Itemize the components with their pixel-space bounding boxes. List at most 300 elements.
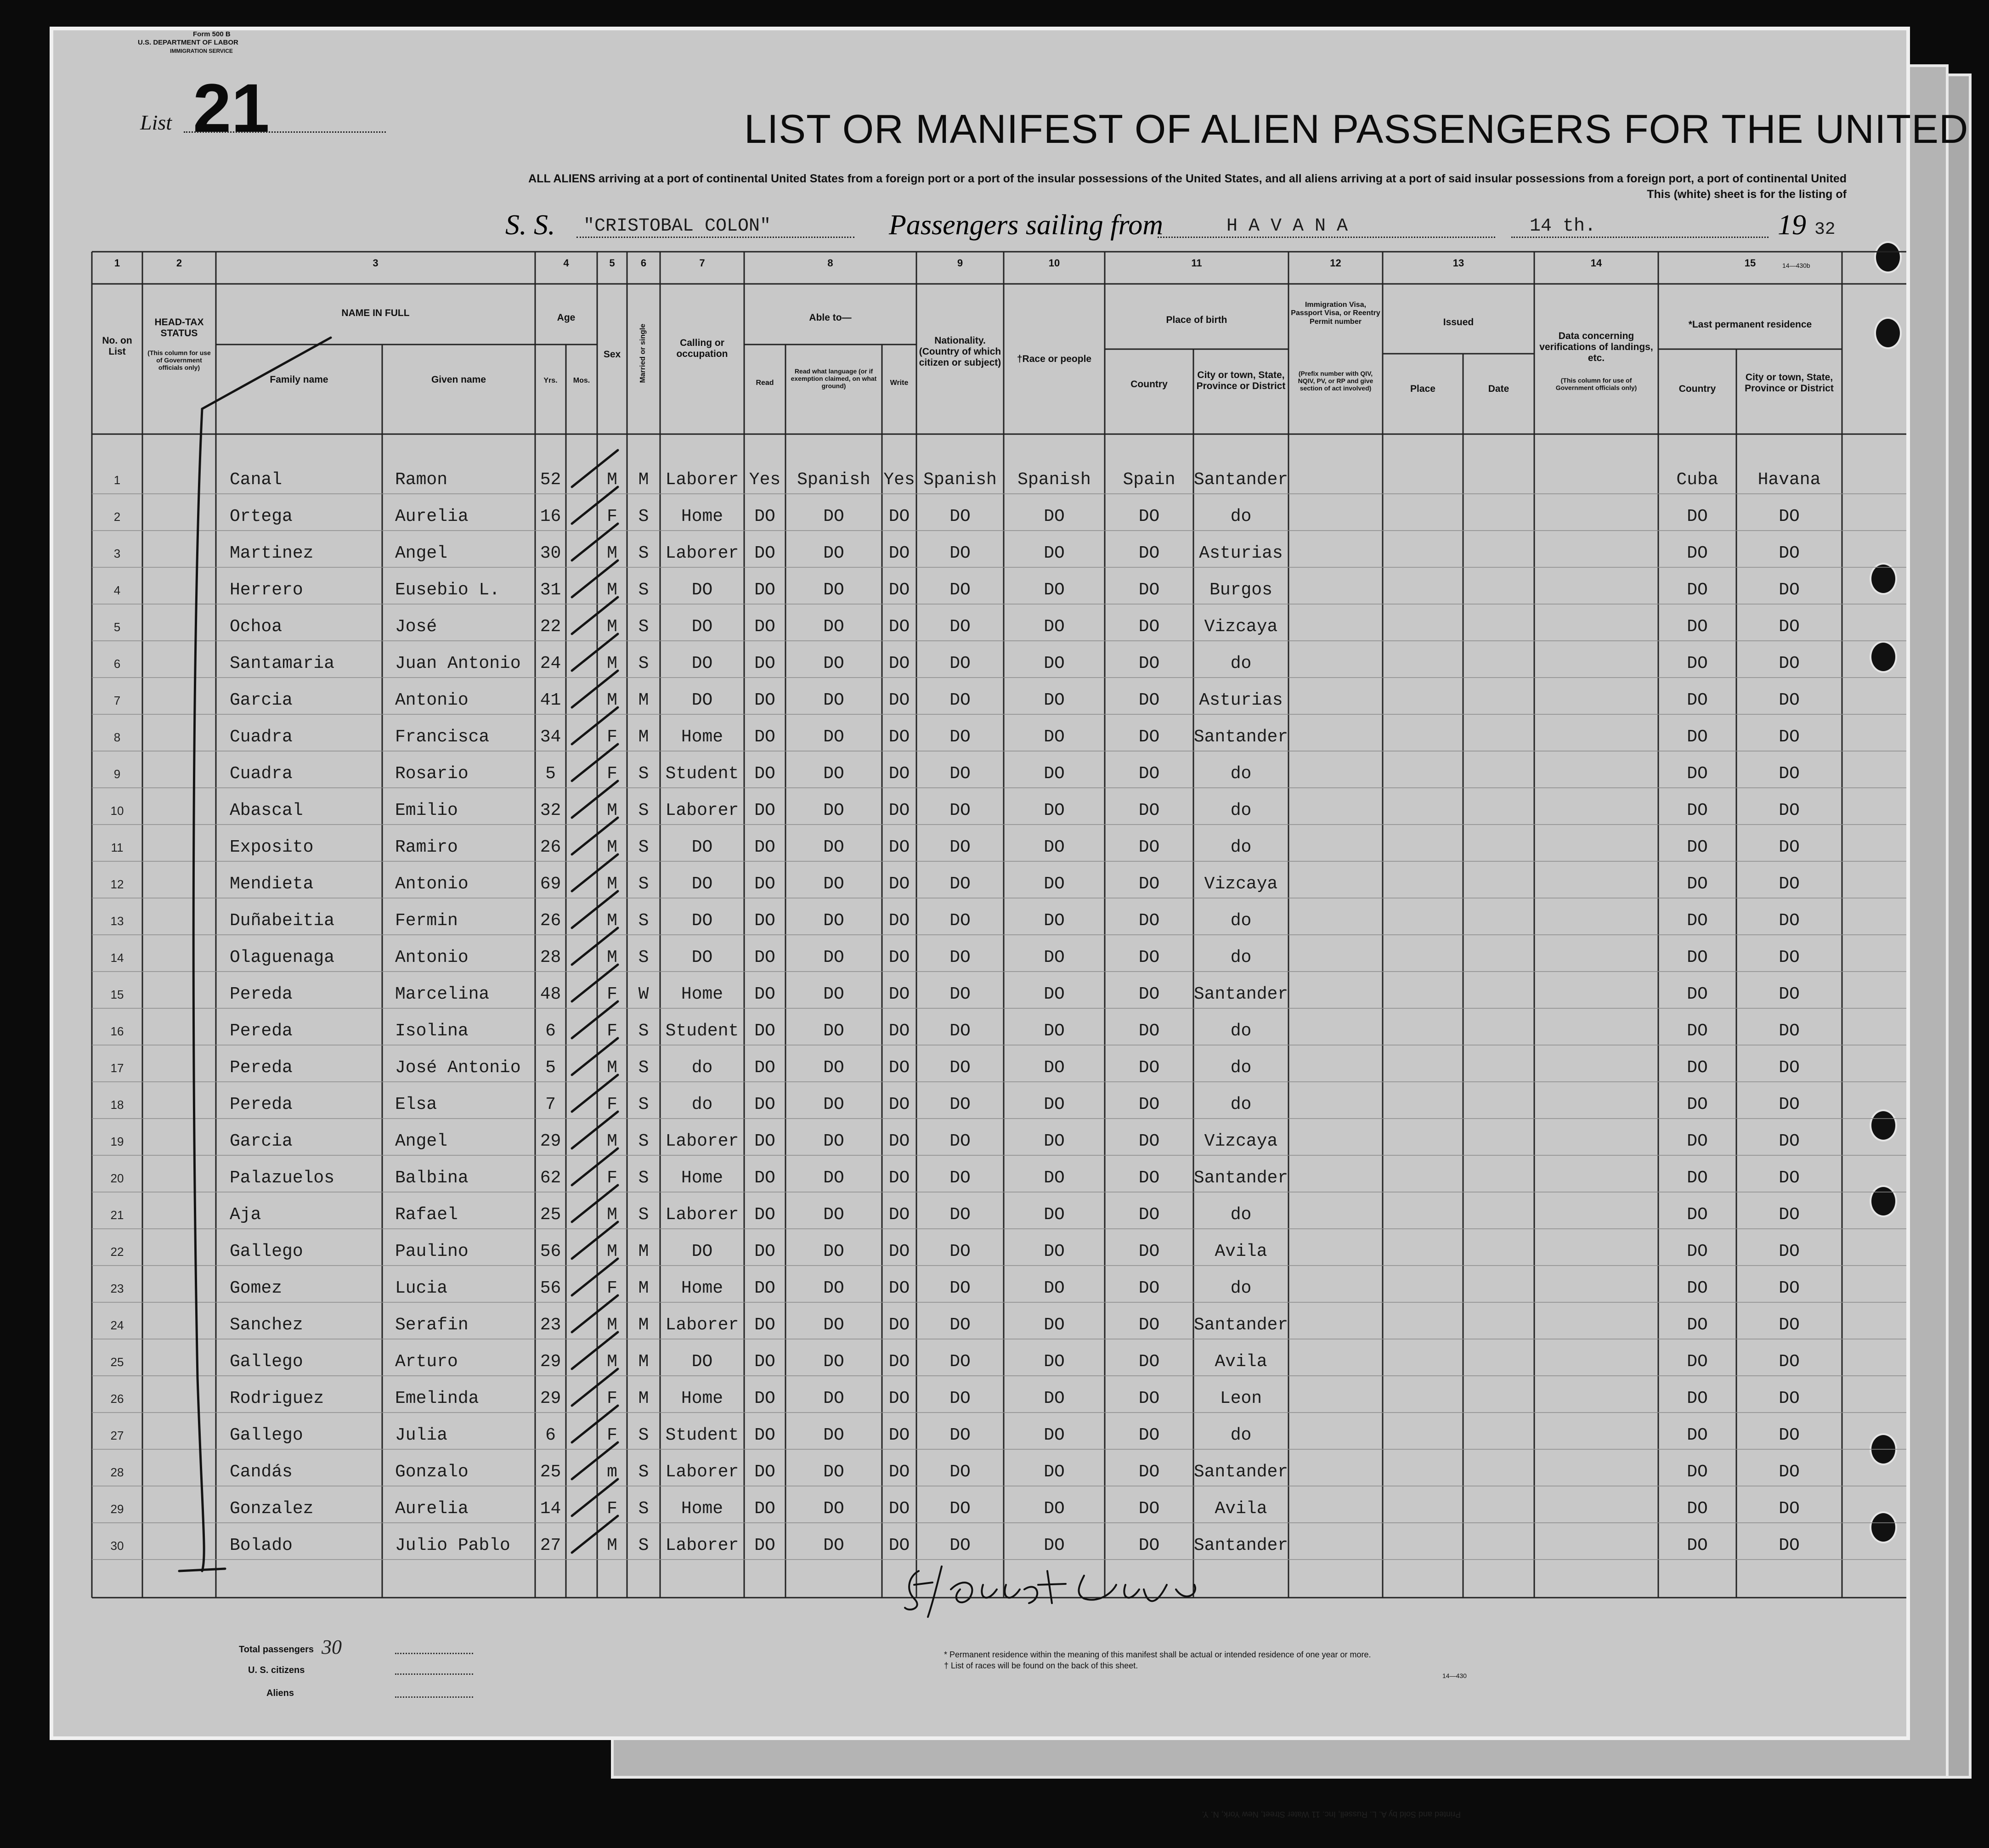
header-last-residence: *Last permanent residence <box>1688 319 1812 330</box>
cell-family: Pereda <box>230 1021 293 1041</box>
header-able-to: Able to— <box>809 312 852 323</box>
row-number: 27 <box>110 1429 124 1442</box>
cell-read: DO <box>754 690 775 710</box>
cell-lang: DO <box>823 1352 844 1372</box>
col-number-8: 8 <box>827 257 833 269</box>
sailing-day: 14 th. <box>1530 216 1596 237</box>
cell-lang: DO <box>823 617 844 637</box>
cell-bcity: do <box>1230 1425 1252 1445</box>
cell-rcity: DO <box>1779 1205 1800 1225</box>
cell-given: Isolina <box>395 1021 469 1041</box>
cell-yrs: 56 <box>540 1242 561 1261</box>
cell-write: DO <box>888 1058 910 1078</box>
cell-rcountry: DO <box>1687 1462 1708 1482</box>
cell-rcity: DO <box>1779 837 1800 857</box>
cell-rcountry: DO <box>1687 984 1708 1004</box>
cell-family: Canal <box>230 470 283 490</box>
cell-occ: Laborer <box>665 1462 739 1482</box>
cell-rcity: DO <box>1779 764 1800 784</box>
cell-family: Cuadra <box>230 727 293 747</box>
cell-read: DO <box>754 984 775 1004</box>
footnote-residence: * Permanent residence within the meaning of this manifest shall be actual or intended residence of one year or more. <box>944 1650 1371 1659</box>
cell-occ: DO <box>691 874 713 894</box>
row-number: 23 <box>110 1282 124 1295</box>
cell-ms: S <box>638 948 649 967</box>
binder-hole <box>1870 641 1897 673</box>
row-number: 13 <box>110 914 124 928</box>
cell-write: DO <box>888 727 910 747</box>
cell-rcountry: DO <box>1687 1425 1708 1445</box>
cell-rcountry: DO <box>1687 911 1708 931</box>
cell-nat: DO <box>949 1462 971 1482</box>
list-underline <box>184 131 386 133</box>
cell-rcity: DO <box>1779 617 1800 637</box>
header-married-single: Married or single <box>639 323 647 383</box>
cell-lang: DO <box>823 1462 844 1482</box>
ss-label: S. S. <box>505 209 555 241</box>
cell-yrs: 32 <box>540 801 561 820</box>
cell-nat: DO <box>949 1499 971 1519</box>
header-given-name: Given name <box>431 374 486 385</box>
cell-bcountry: DO <box>1138 617 1160 637</box>
cell-given: Julia <box>395 1425 448 1445</box>
cell-nat: DO <box>949 1168 971 1188</box>
cell-rcity: DO <box>1779 1499 1800 1519</box>
cell-write: DO <box>888 1278 910 1298</box>
row-number: 2 <box>113 510 121 524</box>
cell-given: Ramon <box>395 470 448 490</box>
cell-read: DO <box>754 911 775 931</box>
header-family-name: Family name <box>270 374 328 385</box>
col-number-7: 7 <box>699 257 705 269</box>
cell-rcity: DO <box>1779 580 1800 600</box>
cell-race: DO <box>1044 1462 1065 1482</box>
cell-occ: Laborer <box>665 801 739 820</box>
cell-given: Fermin <box>395 911 458 931</box>
cell-rcountry: DO <box>1687 1131 1708 1151</box>
cell-sex: F <box>607 1021 617 1041</box>
cell-lang: DO <box>823 1536 844 1555</box>
cell-sex: M <box>607 470 617 490</box>
cell-rcountry: DO <box>1687 1278 1708 1298</box>
cell-given: Aurelia <box>395 507 469 526</box>
cell-rcity: DO <box>1779 948 1800 967</box>
cell-nat: DO <box>949 727 971 747</box>
cell-read: DO <box>754 543 775 563</box>
cell-rcity: DO <box>1779 874 1800 894</box>
cell-bcity: Santander <box>1193 984 1288 1004</box>
cell-rcity: DO <box>1779 1462 1800 1482</box>
cell-given: Paulino <box>395 1242 469 1261</box>
cell-lang: DO <box>823 1278 844 1298</box>
cell-occ: Home <box>681 507 723 526</box>
cell-read: DO <box>754 948 775 967</box>
form-meta <box>64 30 238 55</box>
row-number: 15 <box>110 988 124 1001</box>
cell-bcity: do <box>1230 654 1252 673</box>
cell-rcity: DO <box>1779 1425 1800 1445</box>
cell-ms: S <box>638 1095 649 1114</box>
cell-race: DO <box>1044 1168 1065 1188</box>
cell-rcountry: Cuba <box>1676 470 1718 490</box>
cell-sex: M <box>607 1536 617 1555</box>
cell-rcountry: DO <box>1687 1205 1708 1225</box>
cell-occ: DO <box>691 837 713 857</box>
cell-given: Ramiro <box>395 837 458 857</box>
cell-read: DO <box>754 1021 775 1041</box>
cell-race: DO <box>1044 1021 1065 1041</box>
cell-write: DO <box>888 507 910 526</box>
cell-bcountry: DO <box>1138 543 1160 563</box>
cell-family: Pereda <box>230 1058 293 1078</box>
cell-lang: DO <box>823 690 844 710</box>
header-write: Write <box>890 379 909 387</box>
cell-write: Yes <box>883 470 915 490</box>
cell-ms: M <box>638 727 649 747</box>
header-read: Read <box>756 379 774 387</box>
cell-race: DO <box>1044 1205 1065 1225</box>
cell-occ: DO <box>691 1352 713 1372</box>
cell-race: Spanish <box>1017 470 1091 490</box>
col-number-1: 1 <box>114 257 120 269</box>
cell-nat: DO <box>949 1278 971 1298</box>
header-verifications-note: (This column for use of Government officials only) <box>1555 377 1637 392</box>
cell-family: Ochoa <box>230 617 283 637</box>
cell-write: DO <box>888 911 910 931</box>
cell-write: DO <box>888 1131 910 1151</box>
cell-yrs: 62 <box>540 1168 561 1188</box>
cell-sex: M <box>607 1242 617 1261</box>
cell-rcountry: DO <box>1687 1536 1708 1555</box>
cell-bcity: do <box>1230 948 1252 967</box>
cell-nat: DO <box>949 801 971 820</box>
cell-given: Eusebio L. <box>395 580 500 600</box>
cell-rcity: DO <box>1779 1315 1800 1335</box>
col-number-5: 5 <box>609 257 615 269</box>
cell-family: Pereda <box>230 984 293 1004</box>
cell-read: DO <box>754 580 775 600</box>
cell-lang: DO <box>823 1499 844 1519</box>
cell-bcountry: DO <box>1138 948 1160 967</box>
aliens-line <box>395 1696 473 1698</box>
cell-bcity: Vizcaya <box>1204 617 1278 637</box>
cell-yrs: 69 <box>540 874 561 894</box>
cell-given: Antonio <box>395 874 469 894</box>
service-name: IMMIGRATION SERVICE <box>170 48 233 54</box>
cell-bcity: do <box>1230 911 1252 931</box>
list-label: List <box>140 111 172 134</box>
cell-ms: W <box>638 984 649 1004</box>
department-name: U.S. DEPARTMENT OF LABOR <box>138 39 238 46</box>
cell-write: DO <box>888 1462 910 1482</box>
cell-occ: Student <box>665 1021 739 1041</box>
cell-lang: DO <box>823 874 844 894</box>
cell-read: DO <box>754 1058 775 1078</box>
row-number: 22 <box>110 1245 124 1259</box>
cell-yrs: 31 <box>540 580 561 600</box>
cell-lang: DO <box>823 543 844 563</box>
cell-rcity: DO <box>1779 727 1800 747</box>
header-yrs: Yrs. <box>543 377 558 384</box>
cell-given: Emilio <box>395 801 458 820</box>
cell-family: Pereda <box>230 1095 293 1114</box>
cell-bcity: Leon <box>1220 1389 1262 1408</box>
cell-ms: S <box>638 1499 649 1519</box>
cell-rcity: DO <box>1779 1021 1800 1041</box>
cell-yrs: 16 <box>540 507 561 526</box>
ship-name: "CRISTOBAL COLON" <box>583 216 771 237</box>
cell-nat: DO <box>949 874 971 894</box>
cell-yrs: 22 <box>540 617 561 637</box>
cell-read: DO <box>754 727 775 747</box>
row-number: 1 <box>113 473 121 487</box>
cell-write: DO <box>888 1205 910 1225</box>
sailing-label: Passengers sailing from <box>889 209 1164 241</box>
cell-ms: S <box>638 874 649 894</box>
cell-ms: S <box>638 1131 649 1151</box>
cell-bcountry: DO <box>1138 1389 1160 1408</box>
cell-bcity: do <box>1230 507 1252 526</box>
cell-bcity: Santander <box>1193 727 1288 747</box>
cell-occ: Home <box>681 727 723 747</box>
cell-race: DO <box>1044 984 1065 1004</box>
cell-family: Palazuelos <box>230 1168 335 1188</box>
cell-occ: DO <box>691 1242 713 1261</box>
cell-read: DO <box>754 801 775 820</box>
cell-family: Gomez <box>230 1278 283 1298</box>
cell-given: Marcelina <box>395 984 490 1004</box>
cell-occ: Laborer <box>665 543 739 563</box>
cell-write: DO <box>888 690 910 710</box>
cell-bcity: Avila <box>1215 1352 1267 1372</box>
cell-race: DO <box>1044 911 1065 931</box>
cell-bcity: do <box>1230 1278 1252 1298</box>
cell-nat: DO <box>949 690 971 710</box>
cell-rcountry: DO <box>1687 690 1708 710</box>
cell-given: Emelinda <box>395 1389 479 1408</box>
row-number: 3 <box>113 547 121 560</box>
cell-rcity: DO <box>1779 1095 1800 1114</box>
cell-race: DO <box>1044 1425 1065 1445</box>
cell-occ: Home <box>681 984 723 1004</box>
list-number: 21 <box>193 69 270 147</box>
cell-nat: DO <box>949 617 971 637</box>
header-visa: Immigration Visa, Passport Visa, or Reentry Permit number <box>1291 301 1380 326</box>
cell-ms: M <box>638 1389 649 1408</box>
cell-bcity: Vizcaya <box>1204 874 1278 894</box>
cell-occ: Laborer <box>665 1131 739 1151</box>
cell-sex: m <box>607 1462 617 1482</box>
form-code-bottom: 14—430 <box>1442 1672 1467 1679</box>
row-number: 11 <box>111 841 124 854</box>
cell-rcountry: DO <box>1687 874 1708 894</box>
cell-yrs: 26 <box>540 837 561 857</box>
footnote-races: † List of races will be found on the back of this sheet. <box>944 1661 1138 1670</box>
cell-bcity: Vizcaya <box>1204 1131 1278 1151</box>
cell-race: DO <box>1044 1536 1065 1555</box>
cell-nat: DO <box>949 1205 971 1225</box>
cell-rcity: DO <box>1779 1536 1800 1555</box>
cell-bcountry: DO <box>1138 837 1160 857</box>
cell-bcountry: DO <box>1138 874 1160 894</box>
col-number-2: 2 <box>176 257 182 269</box>
subtitle-line-2: This (white) sheet is for the listing of <box>1647 188 1847 201</box>
cell-rcountry: DO <box>1687 1058 1708 1078</box>
cell-given: Serafin <box>395 1315 469 1335</box>
cell-ms: S <box>638 1058 649 1078</box>
cell-occ: Laborer <box>665 1315 739 1335</box>
cell-sex: M <box>607 801 617 820</box>
cell-bcity: Santander <box>1193 1315 1288 1335</box>
cell-yrs: 14 <box>540 1499 561 1519</box>
header-sex: Sex <box>603 349 621 360</box>
row-number: 20 <box>110 1171 124 1185</box>
cell-family: Ortega <box>230 507 293 526</box>
cell-given: José Antonio <box>395 1058 521 1078</box>
cell-rcity: Havana <box>1757 470 1821 490</box>
cell-write: DO <box>888 1389 910 1408</box>
cell-rcountry: DO <box>1687 617 1708 637</box>
cell-occ: DO <box>691 654 713 673</box>
cell-read: DO <box>754 1462 775 1482</box>
cell-family: Herrero <box>230 580 303 600</box>
cell-occ: Laborer <box>665 1536 739 1555</box>
cell-read: DO <box>754 1425 775 1445</box>
cell-lang: DO <box>823 911 844 931</box>
cell-given: Rafael <box>395 1205 458 1225</box>
us-citizens-label: U. S. citizens <box>248 1665 305 1675</box>
header-race: †Race or people <box>1017 354 1092 364</box>
cell-bcity: Santander <box>1193 1168 1288 1188</box>
cell-read: DO <box>754 1242 775 1261</box>
cell-lang: DO <box>823 1389 844 1408</box>
cell-sex: F <box>607 1278 617 1298</box>
cell-rcity: DO <box>1779 984 1800 1004</box>
cell-rcity: DO <box>1779 690 1800 710</box>
cell-read: DO <box>754 654 775 673</box>
header-issued-date: Date <box>1488 384 1509 394</box>
cell-bcountry: DO <box>1138 507 1160 526</box>
inspector-signature <box>900 1557 1231 1622</box>
cell-yrs: 30 <box>540 543 561 563</box>
cell-yrs: 5 <box>545 1058 556 1078</box>
cell-write: DO <box>888 1499 910 1519</box>
cell-occ: Home <box>681 1389 723 1408</box>
cell-bcity: Avila <box>1215 1499 1267 1519</box>
col-number-6: 6 <box>640 257 647 269</box>
cell-rcity: DO <box>1779 911 1800 931</box>
cell-rcity: DO <box>1779 1389 1800 1408</box>
cell-lang: DO <box>823 507 844 526</box>
cell-race: DO <box>1044 580 1065 600</box>
cell-rcountry: DO <box>1687 727 1708 747</box>
cell-sex: F <box>607 727 617 747</box>
cell-write: DO <box>888 1536 910 1555</box>
year-prefix: 19 <box>1778 209 1806 241</box>
cell-write: DO <box>888 543 910 563</box>
cell-nat: Spanish <box>923 470 997 490</box>
cell-yrs: 25 <box>540 1205 561 1225</box>
cell-bcity: Burgos <box>1209 580 1272 600</box>
cell-nat: DO <box>949 1058 971 1078</box>
cell-nat: DO <box>949 543 971 563</box>
cell-bcountry: DO <box>1138 1095 1160 1114</box>
cell-family: Exposito <box>230 837 314 857</box>
header-residence-city: City or town, State, Province or District <box>1745 372 1834 394</box>
cell-bcity: do <box>1230 1058 1252 1078</box>
cell-occ: DO <box>691 617 713 637</box>
cell-family: Martinez <box>230 543 314 563</box>
cell-rcountry: DO <box>1687 837 1708 857</box>
col-number-10: 10 <box>1048 257 1060 269</box>
cell-occ: do <box>691 1058 713 1078</box>
cell-rcountry: DO <box>1687 1315 1708 1335</box>
cell-family: Cuadra <box>230 764 293 784</box>
cell-rcountry: DO <box>1687 1021 1708 1041</box>
cell-race: DO <box>1044 1058 1065 1078</box>
cell-yrs: 27 <box>540 1536 561 1555</box>
cell-ms: S <box>638 1021 649 1041</box>
header-verifications: Data concerning verifications of landings, etc. <box>1539 331 1653 364</box>
cell-lang: DO <box>823 764 844 784</box>
cell-nat: DO <box>949 507 971 526</box>
cell-occ: Laborer <box>665 1205 739 1225</box>
cell-write: DO <box>888 948 910 967</box>
cell-sex: M <box>607 654 617 673</box>
cell-write: DO <box>888 1242 910 1261</box>
binder-hole <box>1870 1433 1897 1465</box>
binder-hole <box>1874 241 1902 273</box>
header-age: Age <box>557 312 576 323</box>
cell-given: Antonio <box>395 948 469 967</box>
cell-rcountry: DO <box>1687 543 1708 563</box>
cell-sex: F <box>607 1389 617 1408</box>
cell-ms: S <box>638 911 649 931</box>
header-head-tax: HEAD-TAX STATUS <box>154 317 204 339</box>
cell-nat: DO <box>949 984 971 1004</box>
cell-sex: F <box>607 984 617 1004</box>
cell-read: DO <box>754 1168 775 1188</box>
cell-family: Gonzalez <box>230 1499 314 1519</box>
cell-bcity: do <box>1230 1021 1252 1041</box>
cell-lang: DO <box>823 948 844 967</box>
cell-nat: DO <box>949 1131 971 1151</box>
cell-nat: DO <box>949 1315 971 1335</box>
cell-given: Rosario <box>395 764 469 784</box>
row-number: 7 <box>113 694 121 707</box>
row-number: 4 <box>113 583 121 597</box>
cell-write: DO <box>888 1168 910 1188</box>
cell-ms: S <box>638 507 649 526</box>
cell-lang: DO <box>823 1168 844 1188</box>
cell-occ: DO <box>691 948 713 967</box>
cell-lang: DO <box>823 1058 844 1078</box>
header-issued-place: Place <box>1410 384 1435 394</box>
cell-ms: S <box>638 1205 649 1225</box>
row-number: 5 <box>113 620 121 634</box>
cell-write: DO <box>888 764 910 784</box>
cell-lang: DO <box>823 1205 844 1225</box>
cell-race: DO <box>1044 507 1065 526</box>
cell-given: José <box>395 617 437 637</box>
cell-yrs: 29 <box>540 1131 561 1151</box>
total-passengers-label: Total passengers <box>239 1645 314 1655</box>
cell-ms: S <box>638 1462 649 1482</box>
cell-lang: Spanish <box>797 470 870 490</box>
cell-rcountry: DO <box>1687 1242 1708 1261</box>
header-place-of-birth: Place of birth <box>1166 315 1227 325</box>
cell-sex: M <box>607 837 617 857</box>
